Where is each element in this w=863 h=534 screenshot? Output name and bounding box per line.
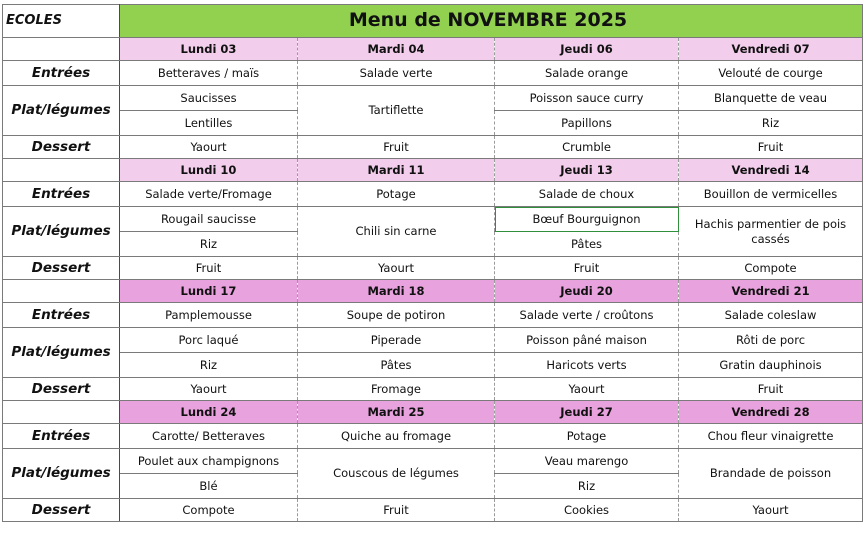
mains-row — [3, 328, 863, 353]
side-cell: Pâtes — [298, 353, 495, 378]
dessert-cell: Yaourt — [120, 136, 298, 159]
main-cell: Saucisses — [120, 86, 298, 111]
main-cell: Bœuf Bourguignon — [495, 207, 679, 232]
side-cell: Lentilles — [120, 111, 298, 136]
day-header: Vendredi 21 — [679, 280, 863, 303]
starters-row — [3, 182, 863, 207]
starters-label: Entrées — [3, 61, 120, 86]
title-band-right — [679, 5, 863, 38]
mains-label: Plat/légumes — [3, 449, 120, 499]
starters-label: Entrées — [3, 182, 120, 207]
day-header: Vendredi 07 — [679, 38, 863, 61]
dessert-label: Dessert — [3, 378, 120, 401]
dessert-cell: Fruit — [679, 136, 863, 159]
main-cell: Poisson sauce curry — [495, 86, 679, 111]
day-header: Mardi 04 — [298, 38, 495, 61]
side-cell: Haricots verts — [495, 353, 679, 378]
dessert-cell: Cookies — [495, 499, 679, 522]
dessert-cell: Yaourt — [679, 499, 863, 522]
week-header-blank — [3, 401, 120, 424]
side-cell: Blé — [120, 474, 298, 499]
day-header: Jeudi 13 — [495, 159, 679, 182]
dessert-cell: Fromage — [298, 378, 495, 401]
mains-row — [3, 207, 863, 232]
week-header-row — [3, 280, 863, 303]
mains-label: Plat/légumes — [3, 207, 120, 257]
main-cell: Couscous de légumes — [298, 449, 495, 499]
day-header: Lundi 03 — [120, 38, 298, 61]
dessert-cell: Crumble — [495, 136, 679, 159]
main-cell: Chili sin carne — [298, 207, 495, 257]
starter-cell: Salade verte/Fromage — [120, 182, 298, 207]
starters-label: Entrées — [3, 303, 120, 328]
week-header-row — [3, 401, 863, 424]
day-header: Mardi 11 — [298, 159, 495, 182]
day-header: Lundi 10 — [120, 159, 298, 182]
main-cell: Porc laqué — [120, 328, 298, 353]
side-cell: Riz — [679, 111, 863, 136]
mains-label: Plat/légumes — [3, 328, 120, 378]
day-header: Jeudi 27 — [495, 401, 679, 424]
starter-cell: Potage — [298, 182, 495, 207]
dessert-cell: Fruit — [679, 378, 863, 401]
main-cell: Tartiflette — [298, 86, 495, 136]
day-header: Mardi 25 — [298, 401, 495, 424]
side-cell: Riz — [120, 353, 298, 378]
week-header-blank — [3, 159, 120, 182]
starter-cell: Bouillon de vermicelles — [679, 182, 863, 207]
week-header-row — [3, 159, 863, 182]
week-header-blank — [3, 280, 120, 303]
title-band-left — [120, 5, 298, 38]
starter-cell: Soupe de potiron — [298, 303, 495, 328]
mains-row — [3, 449, 863, 474]
dessert-cell: Fruit — [298, 136, 495, 159]
starter-cell: Pamplemousse — [120, 303, 298, 328]
dessert-cell: Fruit — [495, 257, 679, 280]
dessert-cell: Yaourt — [120, 378, 298, 401]
day-header: Mardi 18 — [298, 280, 495, 303]
dessert-cell: Yaourt — [495, 378, 679, 401]
dessert-cell: Compote — [679, 257, 863, 280]
starter-cell: Salade de choux — [495, 182, 679, 207]
main-cell: Rôti de porc — [679, 328, 863, 353]
main-cell: Poisson pâné maison — [495, 328, 679, 353]
main-cell: Piperade — [298, 328, 495, 353]
starter-cell: Salade orange — [495, 61, 679, 86]
week-header-blank — [3, 38, 120, 61]
day-header: Jeudi 20 — [495, 280, 679, 303]
dessert-cell: Fruit — [120, 257, 298, 280]
menu-table — [2, 4, 863, 522]
side-cell: Gratin dauphinois — [679, 353, 863, 378]
starter-cell: Betteraves / maïs — [120, 61, 298, 86]
starter-cell: Salade coleslaw — [679, 303, 863, 328]
starter-cell: Salade verte / croûtons — [495, 303, 679, 328]
starter-cell: Carotte/ Betteraves — [120, 424, 298, 449]
day-header: Lundi 24 — [120, 401, 298, 424]
starters-label: Entrées — [3, 424, 120, 449]
dessert-label: Dessert — [3, 136, 120, 159]
menu-title: Menu de NOVEMBRE 2025 — [298, 5, 679, 38]
dessert-row — [3, 136, 863, 159]
side-cell: Riz — [495, 474, 679, 499]
main-cell: Hachis parmentier de pois cassés — [679, 207, 863, 257]
main-cell: Rougail saucisse — [120, 207, 298, 232]
main-cell: Poulet aux champignons — [120, 449, 298, 474]
main-cell: Veau marengo — [495, 449, 679, 474]
dessert-cell: Compote — [120, 499, 298, 522]
side-cell: Pâtes — [495, 232, 679, 257]
dessert-cell: Fruit — [298, 499, 495, 522]
day-header: Vendredi 28 — [679, 401, 863, 424]
main-cell: Brandade de poisson — [679, 449, 863, 499]
mains-label: Plat/légumes — [3, 86, 120, 136]
main-cell: Blanquette de veau — [679, 86, 863, 111]
starter-cell: Salade verte — [298, 61, 495, 86]
dessert-row — [3, 257, 863, 280]
starter-cell: Quiche au fromage — [298, 424, 495, 449]
starter-cell: Velouté de courge — [679, 61, 863, 86]
starters-row — [3, 61, 863, 86]
starters-row — [3, 303, 863, 328]
day-header: Jeudi 06 — [495, 38, 679, 61]
starters-row — [3, 424, 863, 449]
dessert-label: Dessert — [3, 499, 120, 522]
dessert-row — [3, 378, 863, 401]
school-label: ECOLES — [3, 5, 120, 38]
week-header-row — [3, 38, 863, 61]
day-header: Lundi 17 — [120, 280, 298, 303]
starter-cell: Potage — [495, 424, 679, 449]
day-header: Vendredi 14 — [679, 159, 863, 182]
mains-row-second — [3, 353, 863, 378]
dessert-row — [3, 499, 863, 522]
side-cell: Riz — [120, 232, 298, 257]
mains-row — [3, 86, 863, 111]
dessert-cell: Yaourt — [298, 257, 495, 280]
side-cell: Papillons — [495, 111, 679, 136]
starter-cell: Chou fleur vinaigrette — [679, 424, 863, 449]
dessert-label: Dessert — [3, 257, 120, 280]
